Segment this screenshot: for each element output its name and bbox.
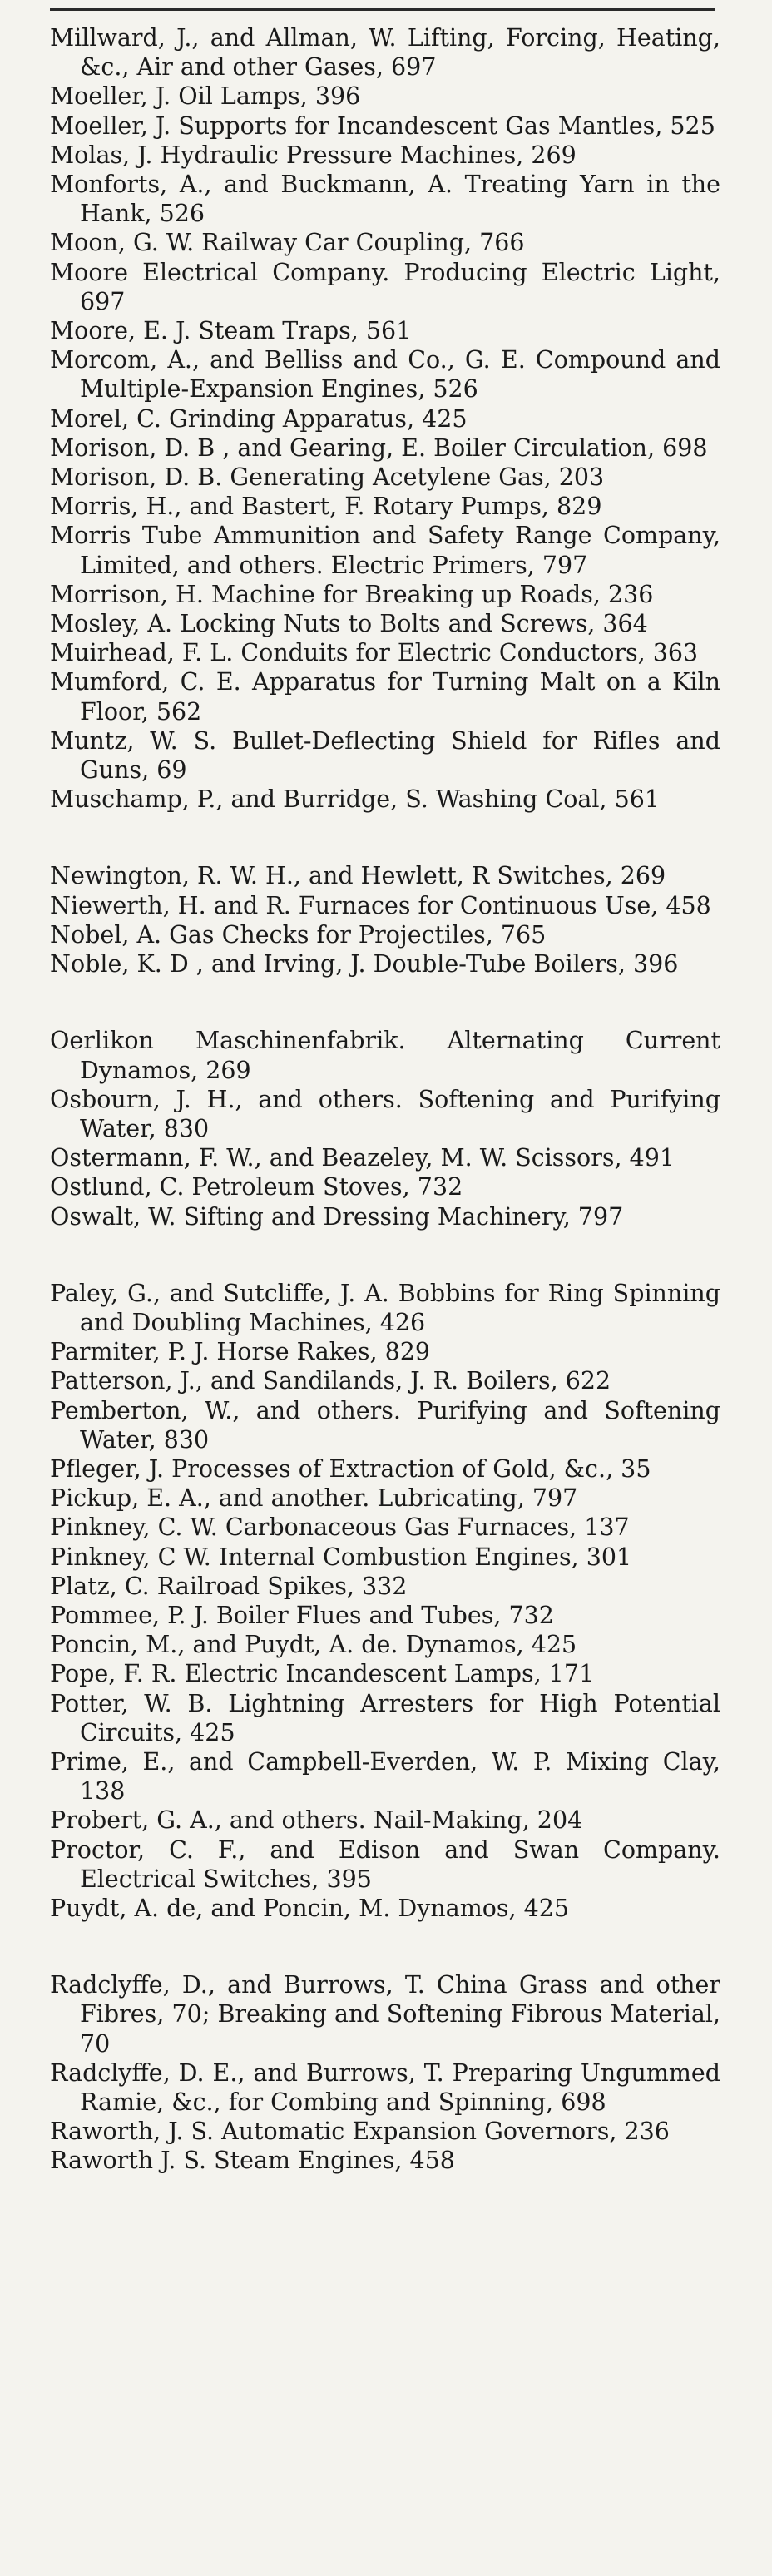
index-entry: Potter, W. B. Lightning Arresters for High Potential Circuits, 425 xyxy=(50,1689,720,1746)
index-entry: Millward, J., and Allman, W. Lifting, Forcing, Heating, &c., Air and other Gases, 697 xyxy=(50,24,720,82)
index-entry: Moore, E. J. Steam Traps, 561 xyxy=(50,317,412,345)
index-entry: Monforts, A., and Buckmann, A. Treating Yarn in the Hank, 526 xyxy=(50,171,720,228)
index-entry: Moon, G. W. Railway Car Coupling, 766 xyxy=(50,229,525,257)
index-entry: Muirhead, F. L. Conduits for Electric Conductors, 363 xyxy=(50,639,699,667)
index-entry: Pommee, P. J. Boiler Flues and Tubes, 732 xyxy=(50,1601,554,1629)
index-entry: Pemberton, W., and others. Purifying and Softening Water, 830 xyxy=(50,1396,720,1454)
index-entry: Muntz, W. S. Bullet-Deflecting Shield for Rifles and Guns, 69 xyxy=(50,726,720,785)
index-entry: Parmiter, P. J. Horse Rakes, 829 xyxy=(50,1338,431,1366)
index-entry: Pinkney, C. W. Carbonaceous Gas Furnaces, 137 xyxy=(50,1513,630,1542)
index-entry: Morrison, H. Machine for Breaking up Roads, 236 xyxy=(50,580,654,608)
section-gap xyxy=(50,978,720,1026)
index-entry: Oswalt, W. Sifting and Dressing Machinery, 797 xyxy=(50,1202,624,1231)
index-entry: Morcom, A., and Belliss and Co., G. E. Compound and Multiple-Expansion Engines, 526 xyxy=(50,346,720,404)
index-entry: Probert, G. A., and others. Nail-Making, 204 xyxy=(50,1806,583,1835)
index-entry: Oerlikon Maschinenfabrik. Alternating Current Dynamos, 269 xyxy=(50,1027,720,1084)
index-entry: Morison, D. B. Generating Acetylene Gas, 203 xyxy=(50,463,605,492)
index-entry: Pope, F. R. Electric Incandescent Lamps, 171 xyxy=(50,1660,595,1688)
index-entry: Pinkney, C W. Internal Combustion Engines, 301 xyxy=(50,1543,632,1571)
index-entry: Molas, J. Hydraulic Pressure Machines, 269 xyxy=(50,141,577,169)
index-entry: Morel, C. Grinding Apparatus, 425 xyxy=(50,404,468,433)
section-r xyxy=(50,1970,720,2175)
index-entry: Osbourn, J. H., and others. Softening and Purifying Water, 830 xyxy=(50,1085,720,1142)
index-entry: Morris, H., and Bastert, F. Rotary Pumps, 829 xyxy=(50,493,602,521)
section-p xyxy=(50,1279,720,1923)
index-entry: Moeller, J. Oil Lamps, 396 xyxy=(50,82,361,111)
index-entry: Raworth J. S. Steam Engines, 458 xyxy=(50,2147,455,2175)
index-entry: Newington, R. W. H., and Hewlett, R Switches, 269 xyxy=(50,862,666,890)
index-entry: Morris Tube Ammunition and Safety Range Company, Limited, and others. Electric Primers, 797 xyxy=(50,522,720,579)
index-entry: Patterson, J., and Sandilands, J. R. Boilers, 622 xyxy=(50,1367,611,1395)
index-entry: Nobel, A. Gas Checks for Projectiles, 765 xyxy=(50,920,547,949)
index-entry: Noble, K. D , and Irving, J. Double-Tube Boilers, 396 xyxy=(50,950,679,978)
index-entry: Muschamp, P., and Burridge, S. Washing Coal, 561 xyxy=(50,785,660,814)
index-entry: Raworth, J. S. Automatic Expansion Governors, 236 xyxy=(50,2118,670,2146)
section-gap xyxy=(50,1231,720,1279)
index-entry: Morison, D. B , and Gearing, E. Boiler Circulation, 698 xyxy=(50,433,708,462)
section-gap xyxy=(50,814,720,861)
index-entry: Pickup, E. A., and another. Lubricating, 797 xyxy=(50,1484,578,1513)
index-entry: Platz, C. Railroad Spikes, 332 xyxy=(50,1572,408,1600)
section-m xyxy=(50,23,720,814)
index-entry: Poncin, M., and Puydt, A. de. Dynamos, 425 xyxy=(50,1631,577,1659)
index-entry: Paley, G., and Sutcliffe, J. A. Bobbins for Ring Spinning and Doubling Machines, 426 xyxy=(50,1279,720,1336)
index-entry: Ostlund, C. Petroleum Stoves, 732 xyxy=(50,1173,463,1201)
index-entry: Mumford, C. E. Apparatus for Turning Malt on a Kiln Floor, 562 xyxy=(50,668,720,726)
index-entry: Radclyffe, D., and Burrows, T. China Grass and other Fibres, 70; Breaking and Softening Fibrous Material, 70 xyxy=(50,1971,720,2058)
index-entry: Niewerth, H. and R. Furnaces for Continuous Use, 458 xyxy=(50,891,711,919)
index-entry: Moore Electrical Company. Producing Electric Light, 697 xyxy=(50,258,720,315)
index-entry: Ostermann, F. W., and Beazeley, M. W. Scissors, 491 xyxy=(50,1144,675,1172)
index-column xyxy=(50,23,720,2176)
index-entry: Puydt, A. de, and Poncin, M. Dynamos, 425 xyxy=(50,1894,570,1922)
section-o xyxy=(50,1026,720,1231)
index-entry: Proctor, C. F., and Edison and Swan Company. Electrical Switches, 395 xyxy=(50,1835,720,1893)
top-rule xyxy=(50,8,715,11)
section-gap xyxy=(50,1923,720,1970)
index-entry: Mosley, A. Locking Nuts to Bolts and Screws, 364 xyxy=(50,610,648,638)
section-n xyxy=(50,861,720,978)
index-entry: Radclyffe, D. E., and Burrows, T. Preparing Ungummed Ramie, &c., for Combing and Spinning, 698 xyxy=(50,2058,720,2116)
index-entry: Moeller, J. Supports for Incandescent Gas Mantles, 525 xyxy=(50,111,715,140)
index-entry: Prime, E., and Campbell-Everden, W. P. Mixing Clay, 138 xyxy=(50,1747,720,1806)
index-entry: Pfleger, J. Processes of Extraction of Gold, &c., 35 xyxy=(50,1454,651,1483)
